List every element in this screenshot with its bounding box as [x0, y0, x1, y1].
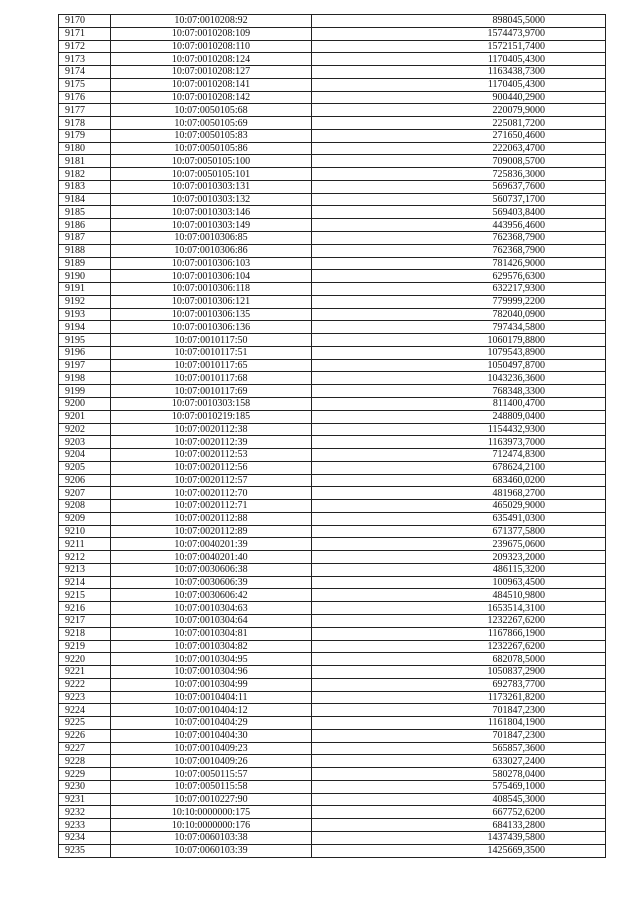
value-cell: 1050497,8700: [312, 359, 606, 372]
value-cell: 1425669,3500: [312, 844, 606, 857]
table-row: [59, 806, 606, 819]
row-number-cell: 9208: [59, 500, 111, 513]
table-row: [59, 678, 606, 691]
value-cell: 768348,3300: [312, 385, 606, 398]
table-row: [59, 206, 606, 219]
cadastral-number-cell: 10:10:0000000:176: [111, 819, 312, 832]
row-number-cell: 9222: [59, 678, 111, 691]
cadastral-number-cell: 10:07:0010304:96: [111, 666, 312, 679]
cadastral-number-cell: 10:07:0010304:81: [111, 627, 312, 640]
value-cell: 633027,2400: [312, 755, 606, 768]
table-row: [59, 780, 606, 793]
value-cell: 1167866,1900: [312, 627, 606, 640]
cadastral-number-cell: 10:07:0010208:127: [111, 66, 312, 79]
table-row: [59, 397, 606, 410]
row-number-cell: 9226: [59, 729, 111, 742]
value-cell: 465029,9000: [312, 500, 606, 513]
row-number-cell: 9221: [59, 666, 111, 679]
table-row: [59, 500, 606, 513]
value-cell: 671377,5800: [312, 525, 606, 538]
row-number-cell: 9233: [59, 819, 111, 832]
table-row: [59, 755, 606, 768]
cadastral-number-cell: 10:07:0040201:39: [111, 538, 312, 551]
value-cell: 225081,7200: [312, 117, 606, 130]
cadastral-number-cell: 10:07:0060103:38: [111, 832, 312, 845]
value-cell: 209323,2000: [312, 551, 606, 564]
cadastral-number-cell: 10:07:0020112:70: [111, 487, 312, 500]
value-cell: 701847,2300: [312, 729, 606, 742]
cadastral-number-cell: 10:07:0060103:39: [111, 844, 312, 857]
cadastral-number-cell: 10:07:0010208:141: [111, 78, 312, 91]
value-cell: 725836,3000: [312, 168, 606, 181]
value-cell: 712474,8300: [312, 449, 606, 462]
table-row: [59, 614, 606, 627]
cadastral-number-cell: 10:07:0030606:42: [111, 589, 312, 602]
value-cell: 569637,7600: [312, 180, 606, 193]
row-number-cell: 9175: [59, 78, 111, 91]
cadastral-number-cell: 10:07:0010117:65: [111, 359, 312, 372]
row-number-cell: 9195: [59, 334, 111, 347]
value-cell: 762368,7900: [312, 232, 606, 245]
value-cell: 1154432,9300: [312, 423, 606, 436]
cadastral-number-cell: 10:07:0050105:100: [111, 155, 312, 168]
value-cell: 678624,2100: [312, 461, 606, 474]
row-number-cell: 9190: [59, 270, 111, 283]
table-row: [59, 844, 606, 857]
cadastral-number-cell: 10:07:0010404:11: [111, 691, 312, 704]
table-row: [59, 308, 606, 321]
cadastral-number-cell: 10:07:0030606:39: [111, 576, 312, 589]
row-number-cell: 9228: [59, 755, 111, 768]
cadastral-number-cell: 10:07:0010303:131: [111, 180, 312, 193]
value-cell: 575469,1000: [312, 780, 606, 793]
table-row: [59, 78, 606, 91]
row-number-cell: 9216: [59, 602, 111, 615]
row-number-cell: 9183: [59, 180, 111, 193]
row-number-cell: 9211: [59, 538, 111, 551]
cadastral-number-cell: 10:07:0010404:29: [111, 717, 312, 730]
row-number-cell: 9231: [59, 793, 111, 806]
cadastral-number-cell: 10:07:0020112:88: [111, 512, 312, 525]
cadastral-number-cell: 10:07:0020112:39: [111, 436, 312, 449]
value-cell: 762368,7900: [312, 244, 606, 257]
table-row: [59, 832, 606, 845]
cadastral-number-cell: 10:07:0010404:12: [111, 704, 312, 717]
cadastral-number-cell: 10:07:0010306:86: [111, 244, 312, 257]
value-cell: 1572151,7400: [312, 40, 606, 53]
row-number-cell: 9235: [59, 844, 111, 857]
table-row: [59, 283, 606, 296]
table-row: [59, 461, 606, 474]
cadastral-number-cell: 10:07:0010306:118: [111, 283, 312, 296]
table-row: [59, 244, 606, 257]
table-row: [59, 538, 606, 551]
table-row: [59, 449, 606, 462]
value-cell: 1437439,5800: [312, 832, 606, 845]
value-cell: 220079,9000: [312, 104, 606, 117]
table-row: [59, 295, 606, 308]
row-number-cell: 9191: [59, 283, 111, 296]
value-cell: 692783,7700: [312, 678, 606, 691]
table-row: [59, 691, 606, 704]
value-cell: 1163438,7300: [312, 66, 606, 79]
cadastral-number-cell: 10:07:0010208:124: [111, 53, 312, 66]
value-cell: 569403,8400: [312, 206, 606, 219]
table-row: [59, 487, 606, 500]
value-cell: 100963,4500: [312, 576, 606, 589]
cadastral-number-cell: 10:07:0010306:136: [111, 321, 312, 334]
cadastral-number-cell: 10:07:0020112:53: [111, 449, 312, 462]
value-cell: 779999,2200: [312, 295, 606, 308]
row-number-cell: 9225: [59, 717, 111, 730]
table-row: [59, 576, 606, 589]
row-number-cell: 9220: [59, 653, 111, 666]
table-row: [59, 819, 606, 832]
row-number-cell: 9203: [59, 436, 111, 449]
cadastral-number-cell: 10:07:0010117:51: [111, 346, 312, 359]
cadastral-number-cell: 10:07:0020112:57: [111, 474, 312, 487]
cadastral-number-cell: 10:07:0010306:103: [111, 257, 312, 270]
row-number-cell: 9205: [59, 461, 111, 474]
table-row: [59, 180, 606, 193]
value-cell: 1173261,8200: [312, 691, 606, 704]
cadastral-number-cell: 10:07:0010304:95: [111, 653, 312, 666]
value-cell: 486115,3200: [312, 563, 606, 576]
value-cell: 683460,0200: [312, 474, 606, 487]
value-cell: 239675,0600: [312, 538, 606, 551]
table-row: [59, 729, 606, 742]
data-table: [58, 14, 606, 858]
table-body: [59, 15, 606, 858]
value-cell: 248809,0400: [312, 410, 606, 423]
row-number-cell: 9227: [59, 742, 111, 755]
row-number-cell: 9187: [59, 232, 111, 245]
cadastral-number-cell: 10:07:0020112:71: [111, 500, 312, 513]
row-number-cell: 9217: [59, 614, 111, 627]
cadastral-number-cell: 10:07:0010208:110: [111, 40, 312, 53]
cadastral-number-cell: 10:07:0020112:89: [111, 525, 312, 538]
row-number-cell: 9218: [59, 627, 111, 640]
row-number-cell: 9192: [59, 295, 111, 308]
cadastral-number-cell: 10:07:0010208:92: [111, 15, 312, 28]
table-row: [59, 53, 606, 66]
table-row: [59, 168, 606, 181]
cadastral-number-cell: 10:07:0010227:90: [111, 793, 312, 806]
row-number-cell: 9198: [59, 372, 111, 385]
table-row: [59, 219, 606, 232]
cadastral-number-cell: 10:07:0010304:99: [111, 678, 312, 691]
value-cell: 1043236,3600: [312, 372, 606, 385]
value-cell: 1050837,2900: [312, 666, 606, 679]
table-row: [59, 91, 606, 104]
value-cell: 900440,2900: [312, 91, 606, 104]
value-cell: 222063,4700: [312, 142, 606, 155]
cadastral-number-cell: 10:07:0010304:63: [111, 602, 312, 615]
row-number-cell: 9201: [59, 410, 111, 423]
value-cell: 1574473,9700: [312, 27, 606, 40]
value-cell: 1232267,6200: [312, 640, 606, 653]
table-row: [59, 551, 606, 564]
cadastral-number-cell: 10:07:0030606:38: [111, 563, 312, 576]
table-row: [59, 512, 606, 525]
value-cell: 811400,4700: [312, 397, 606, 410]
row-number-cell: 9204: [59, 449, 111, 462]
value-cell: 782040,0900: [312, 308, 606, 321]
table-row: [59, 232, 606, 245]
cadastral-number-cell: 10:07:0010208:142: [111, 91, 312, 104]
table-row: [59, 359, 606, 372]
value-cell: 580278,0400: [312, 768, 606, 781]
row-number-cell: 9193: [59, 308, 111, 321]
row-number-cell: 9200: [59, 397, 111, 410]
table-row: [59, 117, 606, 130]
table-row: [59, 602, 606, 615]
row-number-cell: 9214: [59, 576, 111, 589]
row-number-cell: 9224: [59, 704, 111, 717]
cadastral-number-cell: 10:07:0010117:69: [111, 385, 312, 398]
table-row: [59, 270, 606, 283]
table-row: [59, 525, 606, 538]
value-cell: 1163973,7000: [312, 436, 606, 449]
row-number-cell: 9171: [59, 27, 111, 40]
row-number-cell: 9179: [59, 129, 111, 142]
table-row: [59, 742, 606, 755]
value-cell: 1170405,4300: [312, 53, 606, 66]
table-row: [59, 346, 606, 359]
cadastral-number-cell: 10:07:0050105:69: [111, 117, 312, 130]
row-number-cell: 9177: [59, 104, 111, 117]
cadastral-number-cell: 10:07:0010306:121: [111, 295, 312, 308]
cadastral-number-cell: 10:07:0010208:109: [111, 27, 312, 40]
row-number-cell: 9206: [59, 474, 111, 487]
row-number-cell: 9176: [59, 91, 111, 104]
value-cell: 701847,2300: [312, 704, 606, 717]
table-row: [59, 717, 606, 730]
value-cell: 709008,5700: [312, 155, 606, 168]
row-number-cell: 9181: [59, 155, 111, 168]
row-number-cell: 9196: [59, 346, 111, 359]
cadastral-number-cell: 10:07:0040201:40: [111, 551, 312, 564]
table-row: [59, 142, 606, 155]
value-cell: 629576,6300: [312, 270, 606, 283]
cadastral-number-cell: 10:07:0050115:58: [111, 780, 312, 793]
cadastral-number-cell: 10:07:0010306:104: [111, 270, 312, 283]
table-row: [59, 15, 606, 28]
value-cell: 408545,3000: [312, 793, 606, 806]
value-cell: 481968,2700: [312, 487, 606, 500]
table-row: [59, 193, 606, 206]
cadastral-number-cell: 10:07:0010303:132: [111, 193, 312, 206]
cadastral-number-cell: 10:07:0050115:57: [111, 768, 312, 781]
row-number-cell: 9194: [59, 321, 111, 334]
table-row: [59, 27, 606, 40]
row-number-cell: 9199: [59, 385, 111, 398]
row-number-cell: 9229: [59, 768, 111, 781]
row-number-cell: 9234: [59, 832, 111, 845]
row-number-cell: 9178: [59, 117, 111, 130]
cadastral-number-cell: 10:07:0010306:85: [111, 232, 312, 245]
table-row: [59, 129, 606, 142]
cadastral-number-cell: 10:07:0010219:185: [111, 410, 312, 423]
table-row: [59, 423, 606, 436]
table-row: [59, 768, 606, 781]
table-row: [59, 793, 606, 806]
value-cell: 684133,2800: [312, 819, 606, 832]
value-cell: 1232267,6200: [312, 614, 606, 627]
cadastral-number-cell: 10:07:0020112:56: [111, 461, 312, 474]
row-number-cell: 9189: [59, 257, 111, 270]
value-cell: 1161804,1900: [312, 717, 606, 730]
row-number-cell: 9223: [59, 691, 111, 704]
table-row: [59, 653, 606, 666]
row-number-cell: 9210: [59, 525, 111, 538]
table-row: [59, 257, 606, 270]
row-number-cell: 9180: [59, 142, 111, 155]
row-number-cell: 9188: [59, 244, 111, 257]
table-row: [59, 563, 606, 576]
table-row: [59, 155, 606, 168]
cadastral-number-cell: 10:07:0010304:82: [111, 640, 312, 653]
cadastral-number-cell: 10:07:0010303:146: [111, 206, 312, 219]
row-number-cell: 9207: [59, 487, 111, 500]
value-cell: 898045,5000: [312, 15, 606, 28]
row-number-cell: 9186: [59, 219, 111, 232]
cadastral-number-cell: 10:07:0050105:101: [111, 168, 312, 181]
table-row: [59, 334, 606, 347]
table-row: [59, 436, 606, 449]
cadastral-number-cell: 10:07:0010404:30: [111, 729, 312, 742]
cadastral-number-cell: 10:07:0010303:149: [111, 219, 312, 232]
value-cell: 484510,9800: [312, 589, 606, 602]
table-row: [59, 385, 606, 398]
table-row: [59, 474, 606, 487]
table-row: [59, 372, 606, 385]
table-row: [59, 66, 606, 79]
table-row: [59, 104, 606, 117]
row-number-cell: 9213: [59, 563, 111, 576]
cadastral-number-cell: 10:07:0010306:135: [111, 308, 312, 321]
row-number-cell: 9184: [59, 193, 111, 206]
row-number-cell: 9202: [59, 423, 111, 436]
row-number-cell: 9173: [59, 53, 111, 66]
table-row: [59, 640, 606, 653]
value-cell: 271650,4600: [312, 129, 606, 142]
table-row: [59, 666, 606, 679]
cadastral-number-cell: 10:07:0050105:86: [111, 142, 312, 155]
cadastral-number-cell: 10:07:0050105:68: [111, 104, 312, 117]
value-cell: 781426,9000: [312, 257, 606, 270]
value-cell: 560737,1700: [312, 193, 606, 206]
cadastral-number-cell: 10:07:0010409:26: [111, 755, 312, 768]
row-number-cell: 9172: [59, 40, 111, 53]
row-number-cell: 9182: [59, 168, 111, 181]
value-cell: 1079543,8900: [312, 346, 606, 359]
value-cell: 667752,6200: [312, 806, 606, 819]
value-cell: 1060179,8800: [312, 334, 606, 347]
cadastral-number-cell: 10:07:0010409:23: [111, 742, 312, 755]
value-cell: 797434,5800: [312, 321, 606, 334]
row-number-cell: 9230: [59, 780, 111, 793]
row-number-cell: 9185: [59, 206, 111, 219]
cadastral-number-cell: 10:07:0010304:64: [111, 614, 312, 627]
cadastral-number-cell: 10:07:0010117:50: [111, 334, 312, 347]
table-row: [59, 704, 606, 717]
value-cell: 632217,9300: [312, 283, 606, 296]
value-cell: 443956,4600: [312, 219, 606, 232]
row-number-cell: 9174: [59, 66, 111, 79]
table-row: [59, 321, 606, 334]
cadastral-number-cell: 10:07:0050105:83: [111, 129, 312, 142]
cadastral-number-cell: 10:07:0010117:68: [111, 372, 312, 385]
row-number-cell: 9215: [59, 589, 111, 602]
table-row: [59, 410, 606, 423]
table-row: [59, 627, 606, 640]
row-number-cell: 9232: [59, 806, 111, 819]
row-number-cell: 9212: [59, 551, 111, 564]
row-number-cell: 9197: [59, 359, 111, 372]
cadastral-number-cell: 10:10:0000000:175: [111, 806, 312, 819]
cadastral-number-cell: 10:07:0010303:158: [111, 397, 312, 410]
row-number-cell: 9170: [59, 15, 111, 28]
row-number-cell: 9209: [59, 512, 111, 525]
value-cell: 682078,5000: [312, 653, 606, 666]
value-cell: 1170405,4300: [312, 78, 606, 91]
value-cell: 1653514,3100: [312, 602, 606, 615]
cadastral-number-cell: 10:07:0020112:38: [111, 423, 312, 436]
value-cell: 565857,3600: [312, 742, 606, 755]
row-number-cell: 9219: [59, 640, 111, 653]
table-row: [59, 589, 606, 602]
value-cell: 635491,0300: [312, 512, 606, 525]
table-row: [59, 40, 606, 53]
